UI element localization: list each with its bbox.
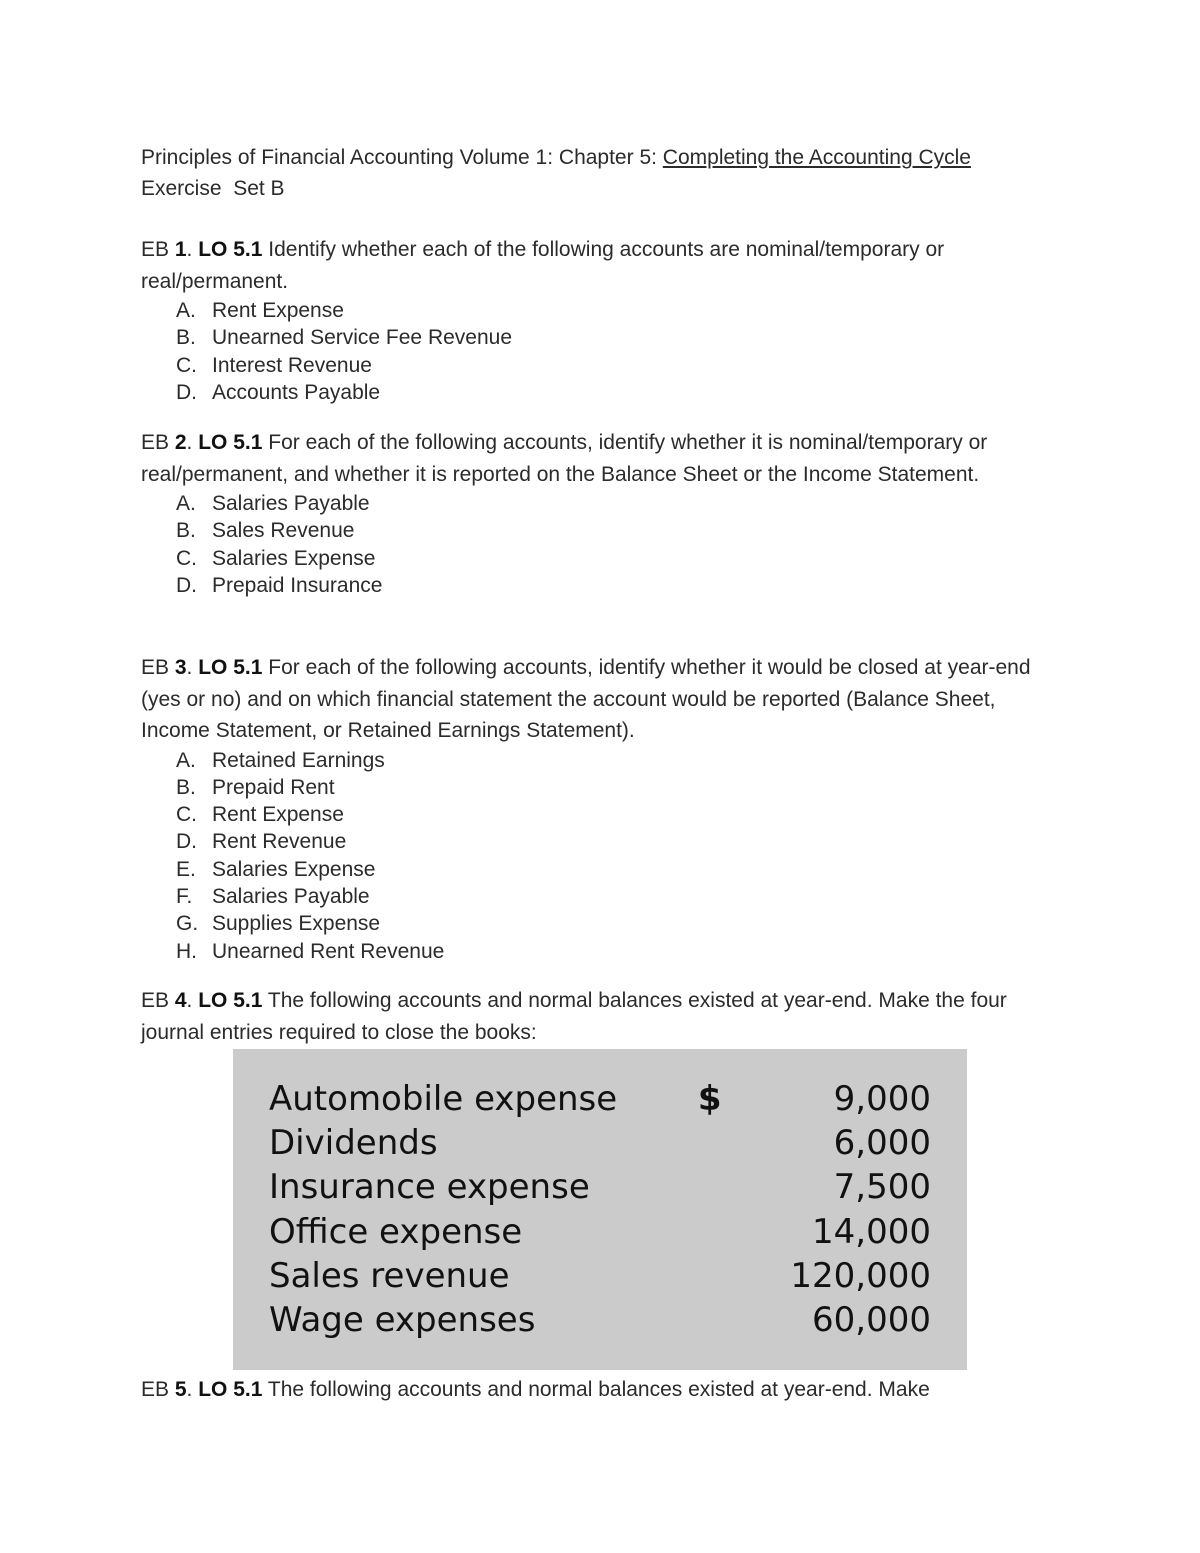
option-label: Prepaid Rent xyxy=(212,775,335,799)
list-item xyxy=(141,517,1046,544)
option-letter: D. xyxy=(176,830,197,854)
option-letter: F. xyxy=(176,884,193,908)
table-row xyxy=(269,1077,931,1121)
learning-objective: LO 5.1 xyxy=(198,1378,263,1401)
list-item xyxy=(141,379,1046,406)
page-title xyxy=(141,142,1041,204)
option-letter: D. xyxy=(176,573,197,597)
option-letter: B. xyxy=(176,519,196,543)
currency-symbol xyxy=(698,1298,758,1342)
option-letter: D. xyxy=(176,380,197,404)
option-label: Unearned Service Fee Revenue xyxy=(212,326,513,350)
option-letter: C. xyxy=(176,353,197,377)
option-letter: A. xyxy=(176,492,196,515)
exercise-prompt xyxy=(141,234,1046,297)
exercise-sep: . xyxy=(186,1378,199,1401)
exercise-number: 1 xyxy=(174,238,187,261)
table-row xyxy=(269,1165,931,1209)
exercise-prefix: EB xyxy=(141,989,175,1012)
option-label: Rent Revenue xyxy=(212,830,347,854)
table-row xyxy=(269,1254,931,1298)
exercise-sep: . xyxy=(186,431,199,454)
currency-symbol xyxy=(698,1254,758,1298)
exercise-text: The following accounts and normal balances existed at year-end. Make xyxy=(262,1378,930,1401)
option-label: Interest Revenue xyxy=(212,353,372,377)
list-item xyxy=(141,910,1046,937)
option-label: Salaries Expense xyxy=(212,857,376,881)
title-prefix: Principles of Financial Accounting Volume 1: Chapter 5: xyxy=(141,146,663,169)
account-name: Insurance expense xyxy=(269,1167,590,1208)
option-label: Prepaid Insurance xyxy=(212,573,383,597)
exercise-sep: . xyxy=(186,238,199,261)
option-list xyxy=(141,747,1046,965)
exercise-text: For each of the following accounts, identify whether it would be closed at year-end (yes or no) and on which financial statement the account would be reported (Balance Sheet, Income Statement, or Retained Earnings Statement). xyxy=(141,656,1031,742)
table-row xyxy=(269,1121,931,1165)
exercise-prefix: EB xyxy=(141,431,175,454)
learning-objective: LO 5.1 xyxy=(198,989,263,1012)
exercise-text: The following accounts and normal balances existed at year-end. Make the four journal entries required to close the books: xyxy=(141,989,1007,1044)
option-label: Rent Expense xyxy=(212,299,344,322)
option-letter: C. xyxy=(176,803,197,827)
exercise-sep: . xyxy=(186,656,199,679)
option-label: Sales Revenue xyxy=(212,519,355,543)
account-amount: 7,500 xyxy=(833,1167,931,1208)
list-item xyxy=(141,828,1046,855)
account-name: Sales revenue xyxy=(269,1255,510,1296)
chapter-title: Completing the Accounting Cycle xyxy=(662,146,971,169)
exercise-eb1 xyxy=(141,234,1046,406)
list-item xyxy=(141,801,1046,828)
exercise-prefix: EB xyxy=(141,238,175,261)
currency-symbol xyxy=(698,1210,758,1254)
exercise-prompt xyxy=(141,985,1046,1048)
account-amount: 6,000 xyxy=(833,1123,931,1164)
option-letter: B. xyxy=(176,326,196,350)
learning-objective: LO 5.1 xyxy=(198,656,263,679)
currency-symbol xyxy=(698,1121,758,1165)
account-name: Wage expenses xyxy=(269,1300,536,1341)
option-letter: A. xyxy=(176,299,196,322)
option-list xyxy=(141,297,1046,406)
table-row xyxy=(269,1210,931,1254)
exercise-text: Identify whether each of the following accounts are nominal/temporary or real/permanent. xyxy=(141,238,945,293)
exercise-text: For each of the following accounts, identify whether it is nominal/temporary or real/permanent, and whether it is reported on the Balance Sheet or the Income Statement. xyxy=(141,431,988,486)
option-letter: A. xyxy=(176,748,196,772)
list-item xyxy=(141,572,1046,599)
exercise-prompt xyxy=(141,427,1046,490)
option-letter: G. xyxy=(176,912,199,936)
exercise-sep: . xyxy=(186,989,199,1012)
option-label: Salaries Payable xyxy=(212,492,370,515)
learning-objective: LO 5.1 xyxy=(198,431,263,454)
list-item xyxy=(141,352,1046,379)
option-letter: E. xyxy=(176,857,196,881)
account-name: Dividends xyxy=(269,1123,438,1164)
list-item xyxy=(141,747,1046,774)
list-item xyxy=(141,545,1046,572)
option-label: Rent Expense xyxy=(212,803,344,827)
exercise-eb5 xyxy=(141,1374,1046,1406)
account-balances-table xyxy=(269,1077,931,1342)
exercise-number: 3 xyxy=(174,656,187,679)
list-item xyxy=(141,856,1046,883)
list-item xyxy=(141,490,1046,517)
currency-symbol: $ xyxy=(697,1079,722,1120)
option-letter: H. xyxy=(176,939,197,963)
exercise-prompt xyxy=(141,1374,1046,1406)
exercise-prompt xyxy=(141,652,1046,747)
list-item xyxy=(141,324,1046,351)
account-amount: 9,000 xyxy=(833,1079,931,1120)
account-amount: 14,000 xyxy=(812,1211,931,1252)
option-label: Supplies Expense xyxy=(212,912,381,936)
option-label: Salaries Payable xyxy=(212,884,370,908)
account-name: Office expense xyxy=(269,1211,523,1252)
account-amount: 120,000 xyxy=(790,1255,931,1296)
option-letter: C. xyxy=(176,546,197,570)
option-label: Accounts Payable xyxy=(212,380,381,404)
option-label: Salaries Expense xyxy=(212,546,376,570)
exercise-prefix: EB xyxy=(141,1378,175,1401)
exercise-number: 4 xyxy=(174,989,187,1012)
option-letter: B. xyxy=(176,775,196,799)
currency-symbol xyxy=(698,1165,758,1209)
subtitle: Exercise Set B xyxy=(141,177,285,200)
option-list xyxy=(141,490,1046,599)
account-balances-figure xyxy=(233,1049,967,1370)
list-item xyxy=(141,938,1046,965)
exercise-prefix: EB xyxy=(141,656,175,679)
exercise-eb3 xyxy=(141,652,1046,965)
account-amount: 60,000 xyxy=(812,1300,931,1341)
list-item xyxy=(141,297,1046,324)
exercise-number: 2 xyxy=(174,431,187,454)
option-label: Retained Earnings xyxy=(212,748,385,772)
list-item xyxy=(141,774,1046,801)
exercise-eb4 xyxy=(141,985,1046,1048)
option-label: Unearned Rent Revenue xyxy=(212,939,445,963)
account-name: Automobile expense xyxy=(269,1079,618,1120)
exercise-eb2 xyxy=(141,427,1046,599)
learning-objective: LO 5.1 xyxy=(198,238,263,261)
table-row xyxy=(269,1298,931,1342)
list-item xyxy=(141,883,1046,910)
exercise-number: 5 xyxy=(174,1378,187,1401)
